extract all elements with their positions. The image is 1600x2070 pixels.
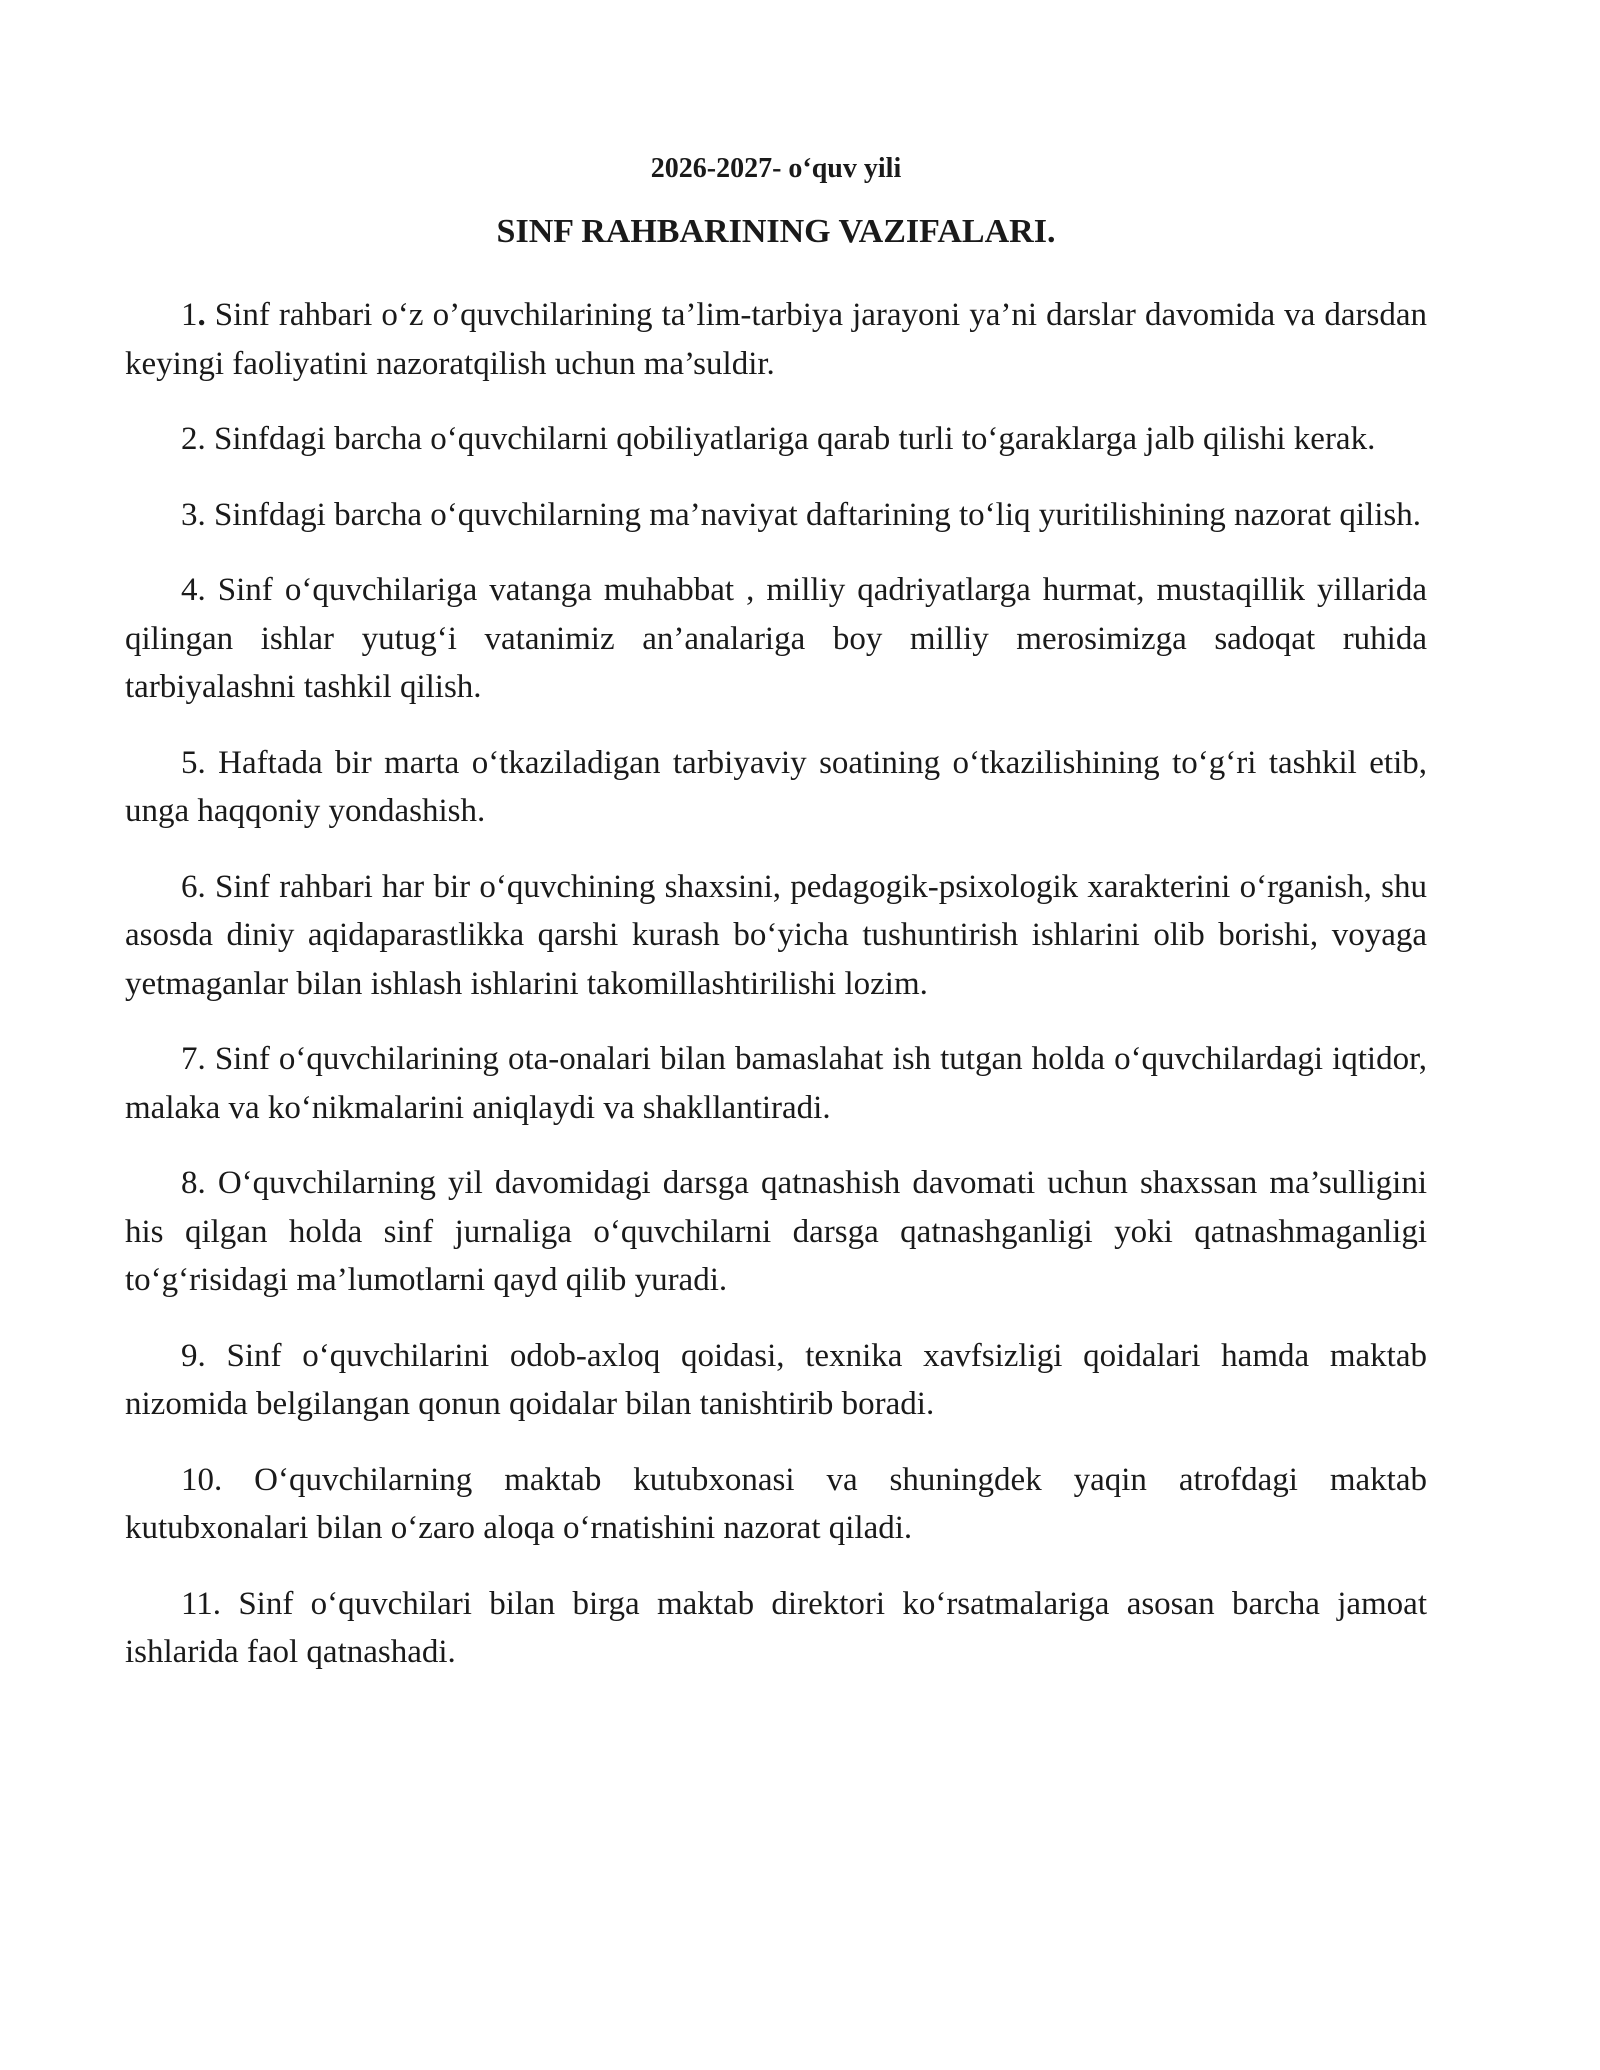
academic-year-heading: 2026-2027- o‘quv yili (650, 153, 902, 184)
duty-text: Sinfdagi barcha o‘quvchilarning ma’naviyat daftarining to‘liq yuritilishining nazorat qilish. (205, 496, 1421, 533)
duty-number: 9. (181, 1337, 206, 1374)
duty-number: 10. (181, 1461, 223, 1498)
duty-number: 11. (181, 1585, 222, 1622)
duty-number-suffix: . (197, 297, 206, 333)
duty-item-7 (125, 1035, 1427, 1132)
document-body (125, 145, 1427, 1704)
duty-text: Sinf o‘quvchilari bilan birga maktab direktori ko‘rsatmalariga asosan barcha jamoat ishlarida faol qatnashadi. (125, 1585, 1427, 1670)
duty-text: Sinf rahbari har bir o‘quvchining shaxsini, pedagogik-psixologik xarakterini o‘rganish, shu asosda diniy aqidaparastlikka qarshi kurash bo‘yicha tushuntirish ishlarini olib borishi, voyaga yetmaganlar bilan ishlash ishlarini takomillashtirilishi lozim. (125, 868, 1427, 1002)
duty-item-9 (125, 1332, 1427, 1429)
duty-text: Sinf rahbari o‘z o’quvchilarining ta’lim-tarbiya jarayoni ya’ni darslar davomida va darsdan keyingi faoliyatini nazoratqilish uchun ma’suldir. (125, 297, 1427, 382)
duty-text: Sinf o‘quvchilariga vatanga muhabbat , milliy qadriyatlarga hurmat, mustaqillik yillarida qilingan ishlar yutug‘i vatanimiz an’analariga boy milliy merosimizga sadoqat ruhida tarbiyalashni tashkil qilish. (125, 572, 1427, 705)
duty-item-8 (125, 1159, 1427, 1305)
duty-item-6 (125, 863, 1427, 1009)
duty-number: 3. (181, 496, 206, 533)
duty-number: 8. (181, 1165, 206, 1201)
duty-number: 6. (181, 868, 206, 905)
duty-number: 7. (181, 1041, 206, 1077)
duty-number: 4. (181, 572, 206, 608)
duty-text: Sinf o‘quvchilarining ota-onalari bilan bamaslahat ish tutgan holda o‘quvchilardagi iqtidor, malaka va ko‘nikmalarini aniqlaydi va shakllantiradi. (125, 1041, 1427, 1126)
document-title: SINF RAHBARINING VAZIFALARI. (496, 213, 1056, 250)
duty-number: 5. (181, 744, 206, 781)
duty-item-3 (125, 491, 1427, 540)
duty-text: Sinf o‘quvchilarini odob-axloq qoidasi, texnika xavfsizligi qoidalari hamda maktab nizomida belgilangan qonun qoidalar bilan tanishtirib boradi. (125, 1337, 1427, 1422)
duty-text: Haftada bir marta o‘tkaziladigan tarbiyaviy soatining o‘tkazilishining to‘g‘ri tashkil etib, unga haqqoniy yondashish. (125, 744, 1427, 829)
duty-text: Sinfdagi barcha o‘quvchilarni qobiliyatlariga qarab turli to‘garaklarga jalb qilishi kerak. (205, 421, 1376, 457)
duty-item-5 (125, 739, 1427, 836)
duty-item-4 (125, 566, 1427, 712)
duty-item-10 (125, 1456, 1427, 1553)
duty-text: O‘quvchilarning yil davomidagi darsga qatnashish davomati uchun shaxssan ma’sulligini his qilgan holda sinf jurnaliga o‘quvchilarni darsga qatnashganligi yoki qatnashmaganligi to‘g‘risidagi ma’lumotlarni qayd qilib yuradi. (125, 1165, 1427, 1298)
duty-item-2 (125, 415, 1427, 464)
duty-text: O‘quvchilarning maktab kutubxonasi va shuningdek yaqin atrofdagi maktab kutubxonalari bilan o‘zaro aloqa o‘rnatishini nazorat qiladi. (125, 1461, 1427, 1546)
duty-item-11 (125, 1580, 1427, 1677)
duty-item-1 (125, 291, 1427, 388)
duty-number: 2. (181, 421, 206, 457)
duty-number: 1 (181, 297, 198, 333)
